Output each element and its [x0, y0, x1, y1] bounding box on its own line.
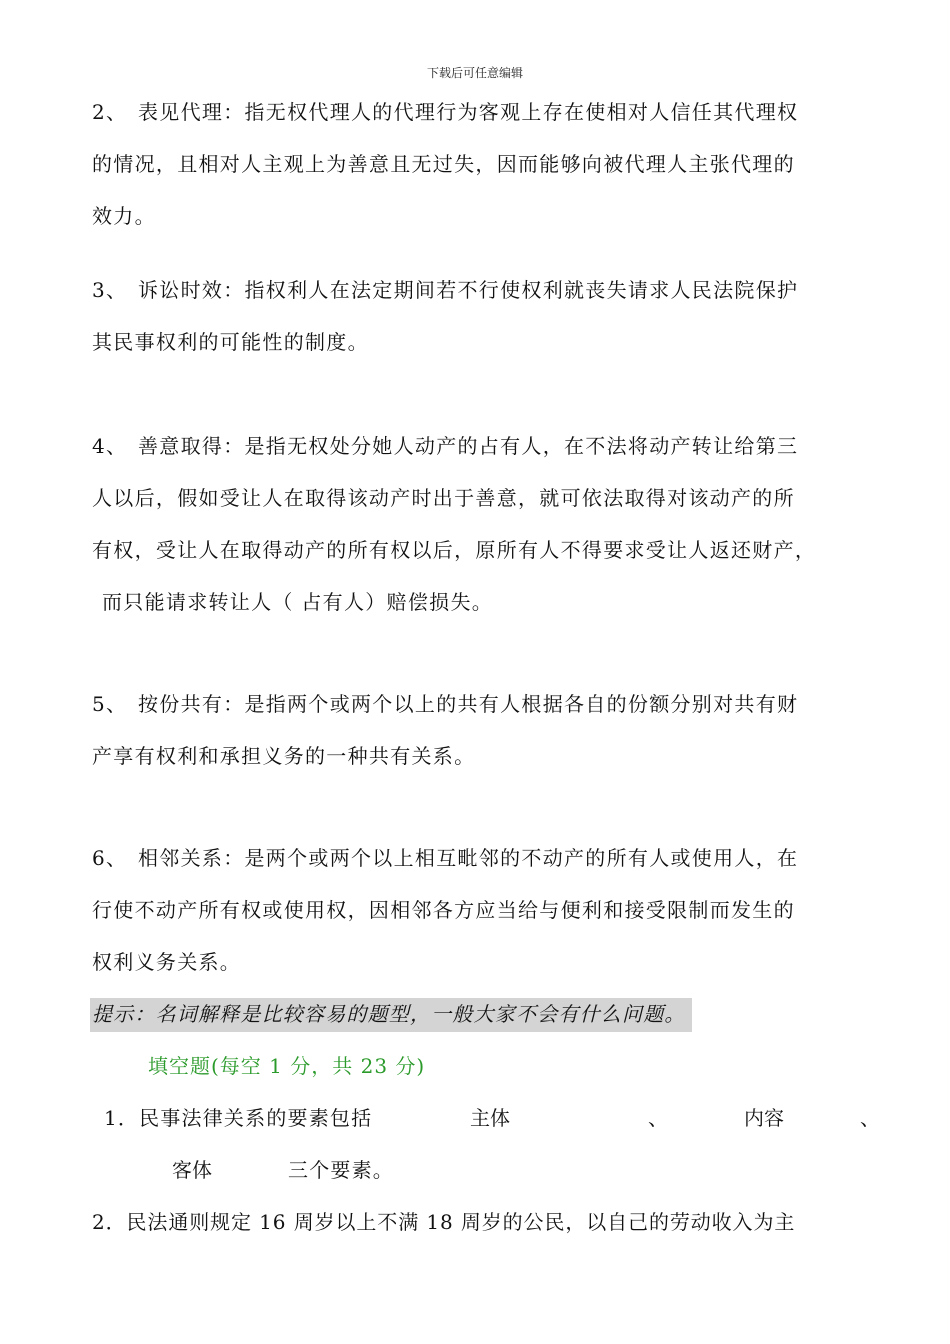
question-1-answer-2: 内容 — [744, 1106, 784, 1130]
definition-4-line-4: 而只能请求转让人（ 占有人）赔偿损失。 — [102, 590, 494, 614]
question-1-answer-1: 主体 — [470, 1106, 510, 1130]
definition-5 — [92, 678, 872, 782]
hint-note: 提示：名词解释是比较容易的题型，一般大家不会有什么问题。 — [90, 998, 692, 1032]
definition-6 — [92, 832, 872, 988]
definition-4-line-2: 人以后，假如受让人在取得该动产时出于善意，就可依法取得对该动产的所 — [92, 486, 795, 510]
question-1-separator-1: 、 — [648, 1106, 668, 1130]
definition-4 — [92, 420, 872, 628]
definition-3-line-1: 3、 诉讼时效：指权利人在法定期间若不行使权利就丧失请求人民法院保护 — [92, 264, 872, 316]
question-1-suffix: 三个要素。 — [288, 1158, 394, 1182]
definition-3 — [92, 264, 872, 368]
definition-3-line-2: 其民事权利的可能性的制度。 — [92, 330, 369, 354]
definition-5-line-1: 5、 按份共有：是指两个或两个以上的共有人根据各自的份额分别对共有财 — [92, 678, 872, 730]
definition-4-line-3: 有权，受让人在取得动产的所有权以后，原所有人不得要求受让人返还财产， — [92, 538, 817, 562]
fill-in-section-title: 填空题(每空 1 分，共 23 分) — [148, 1054, 426, 1078]
definition-5-line-2: 产享有权利和承担义务的一种共有关系。 — [92, 744, 476, 768]
definition-6-line-3: 权利义务关系。 — [92, 950, 242, 974]
page-header: 下载后可任意编辑 — [426, 66, 523, 80]
definition-6-number: 6、 — [92, 846, 128, 870]
definition-3-number: 3、 — [92, 278, 128, 302]
definition-6-line-1: 6、 相邻关系：是两个或两个以上相互毗邻的不动产的所有人或使用人，在 — [92, 832, 872, 884]
definition-2-line-2: 的情况，且相对人主观上为善意且无过失，因而能够向被代理人主张代理的 — [92, 152, 795, 176]
definition-4-line-1: 4、 善意取得：是指无权处分她人动产的占有人，在不法将动产转让给第三 — [92, 420, 872, 472]
definition-2-line-1: 2、 表见代理：指无权代理人的代理行为客观上存在使相对人信任其代理权 — [92, 86, 872, 138]
definition-2-line-3: 效力。 — [92, 204, 156, 228]
definition-4-number: 4、 — [92, 434, 128, 458]
question-1-answer-3: 客体 — [172, 1158, 212, 1182]
definition-6-line-2: 行使不动产所有权或使用权，因相邻各方应当给与便利和接受限制而发生的 — [92, 898, 795, 922]
question-1-prefix: 1．民事法律关系的要素包括 — [104, 1106, 373, 1130]
question-2-text: 2．民法通则规定 16 周岁以上不满 18 周岁的公民，以自己的劳动收入为主 — [92, 1210, 796, 1234]
definition-5-number: 5、 — [92, 692, 128, 716]
definition-2 — [92, 86, 872, 242]
question-1-separator-2: 、 — [860, 1106, 880, 1130]
definition-2-number: 2、 — [92, 100, 128, 124]
